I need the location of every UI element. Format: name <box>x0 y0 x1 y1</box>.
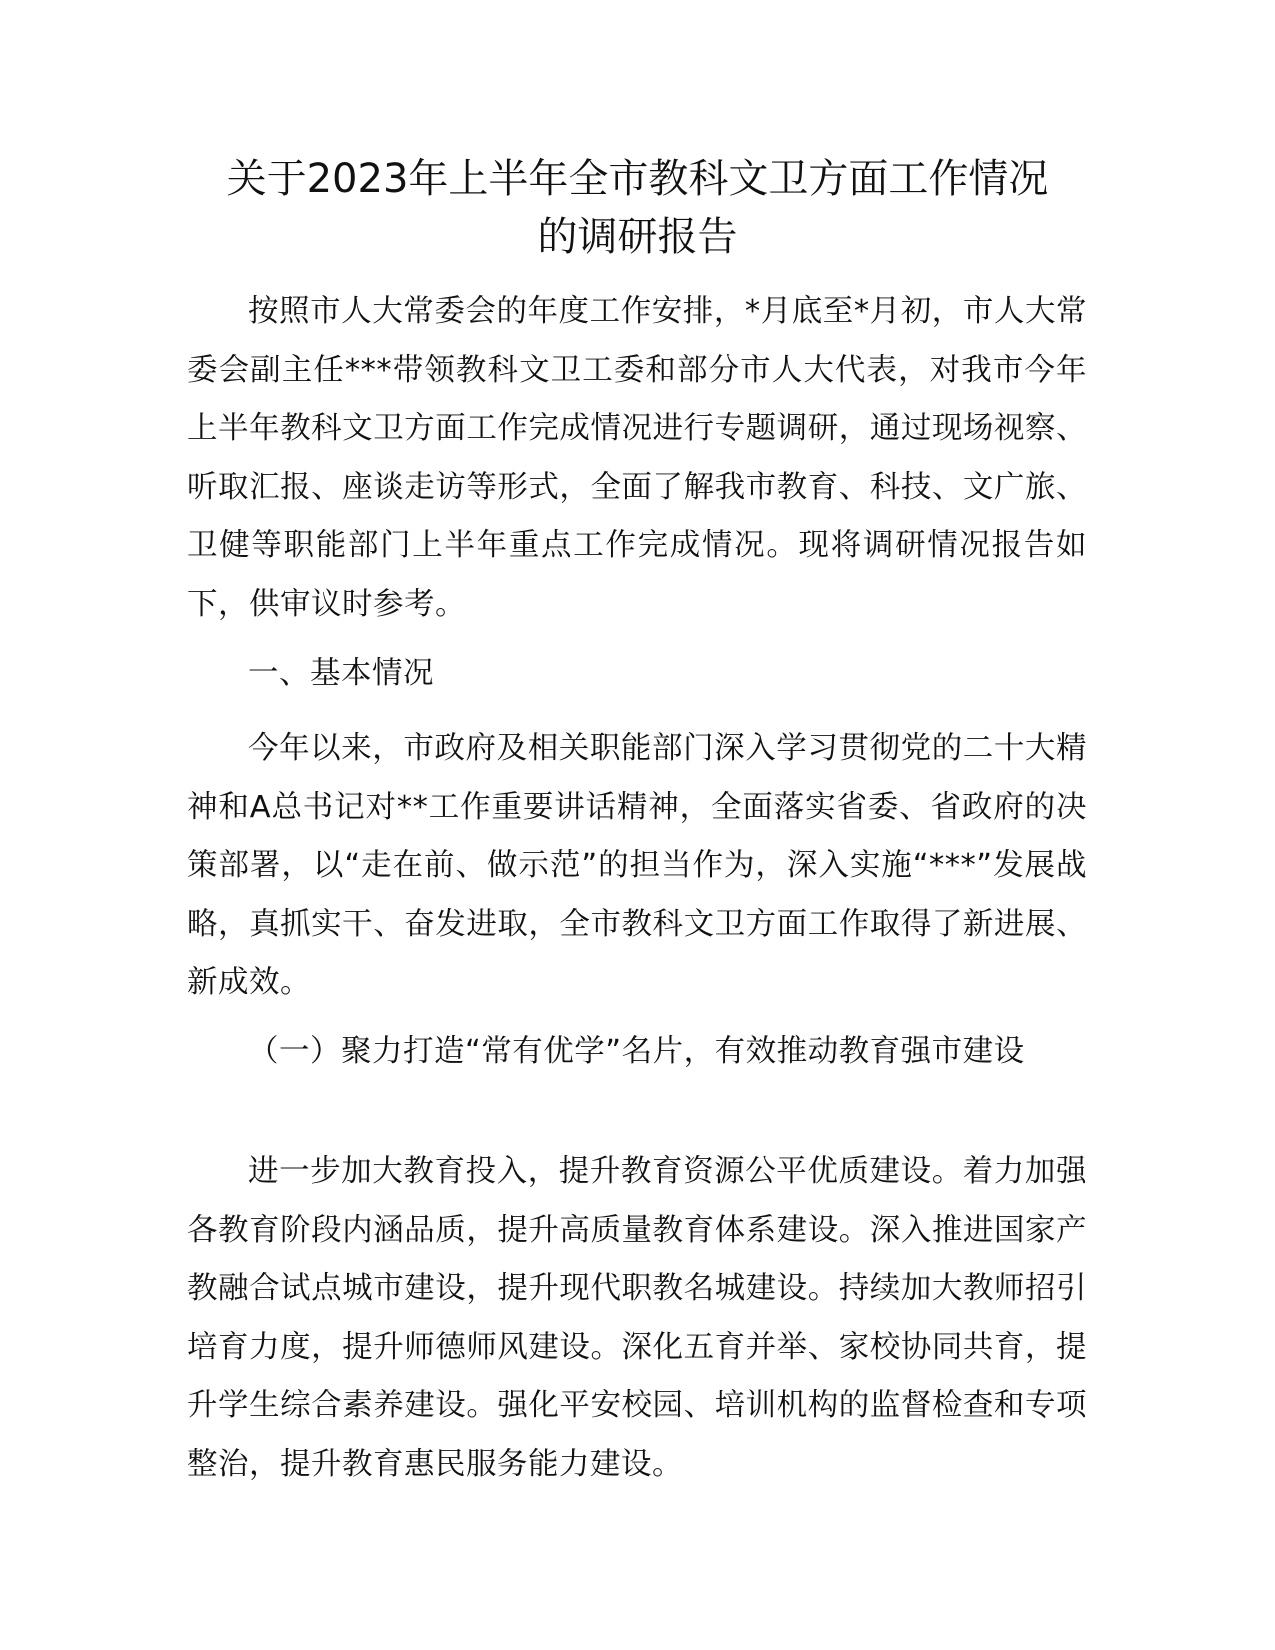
title-line-1: 关于2023年上半年全市教科文卫方面工作情况 <box>226 156 1049 202</box>
document-title <box>150 150 1125 266</box>
basic-situation-paragraph: 今年以来，市政府及相关职能部门深入学习贯彻党的二十大精神和A总书记对**工作重要讲话精神，全面落实省委、省政府的决策部署，以“走在前、做示范”的担当作为，深入实施“***”发展战略，真抓实干、奋发进取，全市教科文卫方面工作取得了新进展、新成效。 <box>187 731 1087 1000</box>
education-paragraph: 进一步加大教育投入，提升教育资源公平优质建设。着力加强各教育阶段内涵品质，提升高质量教育体系建设。深入推进国家产教融合试点城市建设，提升现代职教名城建设。持续加大教师招引培育力度，提升师德师风建设。深化五育并举、家校协同共育，提升学生综合素养建设。强化平安校园、培训机构的监督检查和专项整治，提升教育惠民服务能力建设。 <box>187 1154 1087 1482</box>
subsection-heading-education: （一）聚力打造“常有优学”名片，有效推动教育强市建设 <box>248 1034 1025 1069</box>
section-heading-basic-situation: 一、基本情况 <box>248 656 434 691</box>
intro-paragraph: 按照市人大常委会的年度工作安排，*月底至*月初，市人大常委会副主任***带领教科文卫工委和部分市人大代表，对我市今年上半年教科文卫方面工作完成情况进行专题调研，通过现场视察、听取汇报、座谈走访等形式，全面了解我市教育、科技、文广旅、卫健等职能部门上半年重点工作完成情况。现将调研情况报告如下，供审议时参考。 <box>187 294 1087 622</box>
title-line-2: 的调研报告 <box>537 214 738 260</box>
